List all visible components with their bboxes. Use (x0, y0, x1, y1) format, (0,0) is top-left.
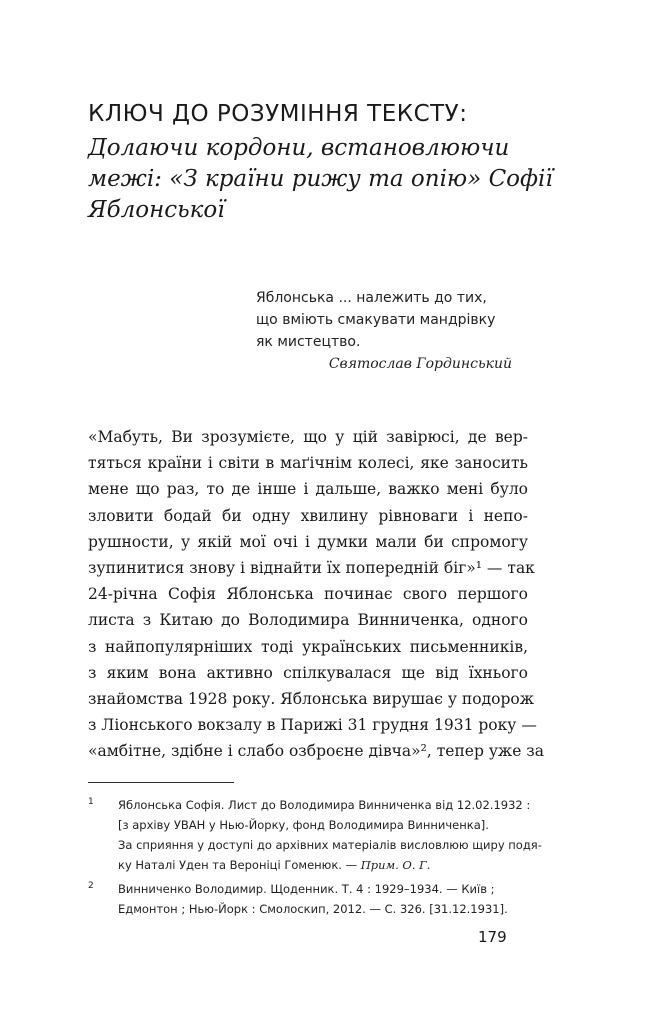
body-line: тяться країни і світи в маґічнім колесі, яке заносить (88, 454, 528, 473)
body-line: зловити бодай би одну хвилину рівноваги і непо- (88, 506, 528, 525)
body-line: листа з Китаю до Володимира Винниченка, одного (88, 611, 528, 630)
chapter-subtitle-line: межі: «З країни рижу та опію» Софії (88, 166, 553, 192)
footnote-line: Яблонська Софія. Лист до Володимира Винниченка від 12.02.1932 : (118, 798, 531, 812)
body-line: з найпопулярніших тоді українських письменників, (88, 637, 528, 656)
page-number: 179 (478, 928, 507, 946)
chapter-subtitle-line: Долаючи кордони, встановлюючи (88, 135, 510, 161)
editor-note: Прим. О. Г. (360, 858, 431, 872)
chapter-title (88, 98, 558, 226)
footnote-number: 1 (88, 797, 94, 807)
body-line: «Мабуть, Ви зрозумієте, що у цій завірюсі, де вер- (88, 428, 528, 446)
body-line: «амбітне, здібне і слабо озброєне дівча»², тепер уже за (88, 742, 544, 761)
chapter-title-caps: КЛЮЧ ДО РОЗУМІННЯ ТЕКСТУ: (88, 101, 468, 127)
footnote-line: За сприяння у доступі до архівних матеріалів висловлюю щиру подя- (118, 838, 542, 852)
body-line: 24-річна Софія Яблонська починає свого першого (88, 585, 528, 604)
footnote-line: Винниченко Володимир. Щоденник. Т. 4 : 1929–1934. — Київ ; (118, 882, 495, 896)
body-line: мене що раз, то де інше і дальше, важко мені було (88, 480, 528, 499)
footnote-line: Едмонтон ; Нью-Йорк : Смолоскип, 2012. — С. 326. [31.12.1931]. (118, 902, 508, 916)
footnote-line (118, 855, 548, 875)
footnote-1 (88, 795, 548, 875)
epigraph-line: що вміють смакувати мандрівку (256, 312, 496, 328)
body-paragraph (88, 424, 544, 765)
body-line: з Ліонського вокзалу в Парижі 31 грудня 1931 року — (88, 716, 537, 735)
chapter-subtitle (88, 133, 558, 226)
chapter-subtitle-line: Яблонської (88, 197, 225, 223)
epigraph-author: Святослав Гординський (328, 356, 512, 372)
body-line: рушности, у якій мої очі і думки мали би спромогу (88, 532, 528, 551)
footnote-divider (88, 782, 234, 783)
footnotes (88, 795, 548, 923)
epigraph (256, 287, 526, 375)
body-line: знайомства 1928 року. Яблонська вирушає у подорож (88, 690, 534, 709)
footnote-line-text: ку Наталі Уден та Вероніці Гоменюк. — (118, 858, 361, 872)
body-line: з яким вона активно спілкувалася ще від їхнього (88, 663, 528, 682)
footnote-2 (88, 879, 548, 919)
epigraph-line: як мистецтво. (256, 334, 361, 350)
footnote-number: 2 (88, 881, 94, 891)
body-line: зупинитися знову і віднайти їх попередній біг»¹ — так (88, 559, 535, 578)
epigraph-line: Яблонська ... належить до тих, (256, 290, 487, 306)
footnote-line: [з архіву УВАН у Нью-Йорку, фонд Володимира Винниченка]. (118, 818, 489, 832)
